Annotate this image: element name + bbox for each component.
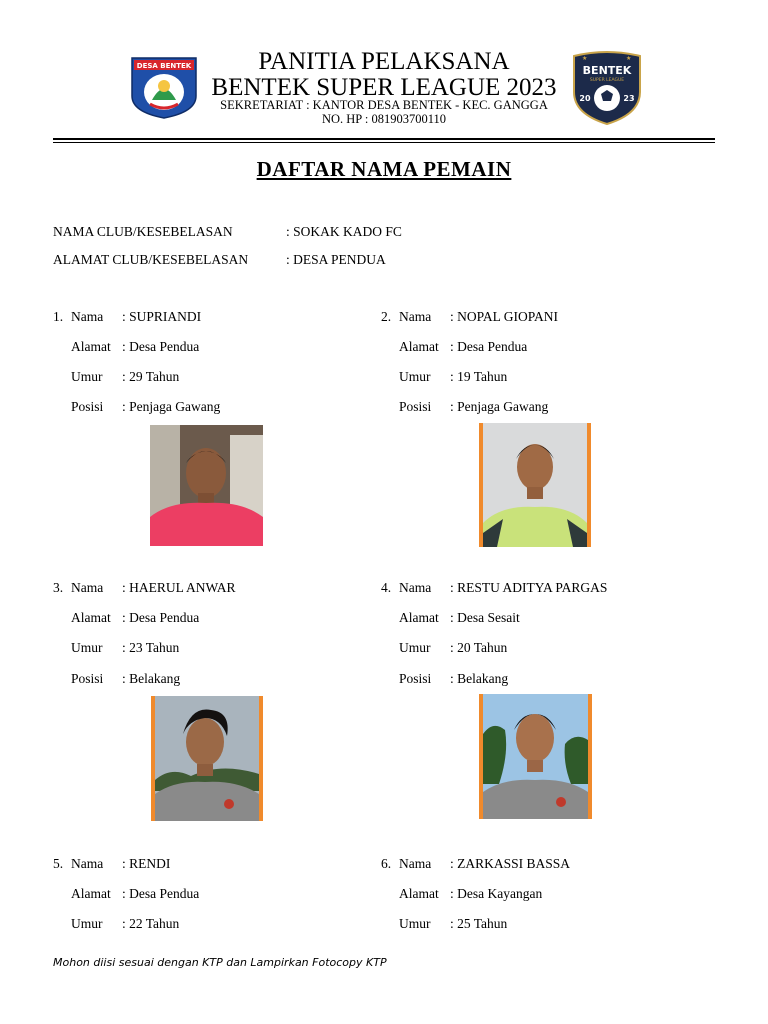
player-address-label: Alamat xyxy=(399,886,439,901)
header-committee-title: PANITIA PELAKSANA xyxy=(258,48,510,75)
right-logo-subtext: SUPER LEAGUE xyxy=(589,78,625,83)
player-name-label: Nama xyxy=(71,309,104,324)
left-logo-text: DESA BENTEK xyxy=(136,62,192,70)
player-name: : RENDI xyxy=(122,856,171,871)
player-age-label: Umur xyxy=(71,640,103,655)
player-age: : 22 Tahun xyxy=(122,916,180,931)
desa-bentek-logo xyxy=(130,56,198,120)
player-number: 6. xyxy=(381,856,392,871)
player-name-label: Nama xyxy=(71,580,104,595)
document-title: DAFTAR NAMA PEMAIN xyxy=(256,157,512,181)
club-name-value: : SOKAK KADO FC xyxy=(286,224,402,239)
club-address-label: ALAMAT CLUB/KESEBELASAN xyxy=(53,252,249,267)
player-name: : ZARKASSI BASSA xyxy=(450,856,571,871)
player-number: 4. xyxy=(381,580,392,595)
player-age-label: Umur xyxy=(399,369,431,384)
player-photo-2 xyxy=(479,423,591,547)
header-secretariat: SEKRETARIAT : KANTOR DESA BENTEK - KEC. GANGGA xyxy=(220,98,548,112)
header-divider-thin xyxy=(53,142,715,143)
header-divider-thick xyxy=(53,138,715,140)
player-address: : Desa Pendua xyxy=(122,886,200,901)
right-logo-text: BENTEK xyxy=(582,64,632,77)
player-age: : 25 Tahun xyxy=(450,916,508,931)
player-photo-3 xyxy=(151,696,263,821)
player-address-label: Alamat xyxy=(399,339,439,354)
player-position: : Belakang xyxy=(122,671,181,686)
player-name-label: Nama xyxy=(399,856,432,871)
header-league-title: BENTEK SUPER LEAGUE 2023 xyxy=(211,74,557,101)
player-position-label: Posisi xyxy=(399,399,432,414)
player-address: : Desa Pendua xyxy=(450,339,528,354)
header-phone: NO. HP : 081903700110 xyxy=(321,112,447,126)
player-address-label: Alamat xyxy=(71,339,111,354)
player-photo-4 xyxy=(479,694,592,819)
club-address-value: : DESA PENDUA xyxy=(286,252,386,267)
player-name-label: Nama xyxy=(399,309,432,324)
player-position: : Belakang xyxy=(450,671,509,686)
player-age: : 20 Tahun xyxy=(450,640,508,655)
player-name: : RESTU ADITYA PARGAS xyxy=(450,580,608,595)
player-number: 3. xyxy=(53,580,64,595)
player-number: 5. xyxy=(53,856,64,871)
player-address: : Desa Pendua xyxy=(122,339,200,354)
player-address: : Desa Pendua xyxy=(122,610,200,625)
player-number: 2. xyxy=(381,309,392,324)
player-address-label: Alamat xyxy=(399,610,439,625)
player-name-label: Nama xyxy=(399,580,432,595)
player-name: : SUPRIANDI xyxy=(122,309,202,324)
svg-text:★: ★ xyxy=(626,55,632,62)
player-address-label: Alamat xyxy=(71,610,111,625)
right-logo-year-right: 23 xyxy=(623,94,635,103)
player-name: : HAERUL ANWAR xyxy=(122,580,236,595)
player-age: : 19 Tahun xyxy=(450,369,508,384)
player-position-label: Posisi xyxy=(399,671,432,686)
player-age: : 23 Tahun xyxy=(122,640,180,655)
right-logo-year-left: 20 xyxy=(579,94,591,103)
svg-text:★: ★ xyxy=(582,55,588,62)
player-age-label: Umur xyxy=(71,916,103,931)
player-position-label: Posisi xyxy=(71,671,104,686)
footer-note: Mohon diisi sesuai dengan KTP dan Lampirkan Fotocopy KTP xyxy=(53,956,387,969)
player-address-label: Alamat xyxy=(71,886,111,901)
player-age-label: Umur xyxy=(399,640,431,655)
player-position-label: Posisi xyxy=(71,399,104,414)
player-age-label: Umur xyxy=(399,916,431,931)
player-address: : Desa Sesait xyxy=(450,610,520,625)
club-name-label: NAMA CLUB/KESEBELASAN xyxy=(53,224,233,239)
player-number: 1. xyxy=(53,309,64,324)
player-photo-1 xyxy=(150,425,263,546)
player-age-label: Umur xyxy=(71,369,103,384)
player-age: : 29 Tahun xyxy=(122,369,180,384)
bentek-super-league-logo xyxy=(568,48,646,126)
player-position: : Penjaga Gawang xyxy=(450,399,549,414)
player-position: : Penjaga Gawang xyxy=(122,399,221,414)
player-name-label: Nama xyxy=(71,856,104,871)
player-name: : NOPAL GIOPANI xyxy=(450,309,559,324)
player-address: : Desa Kayangan xyxy=(450,886,543,901)
